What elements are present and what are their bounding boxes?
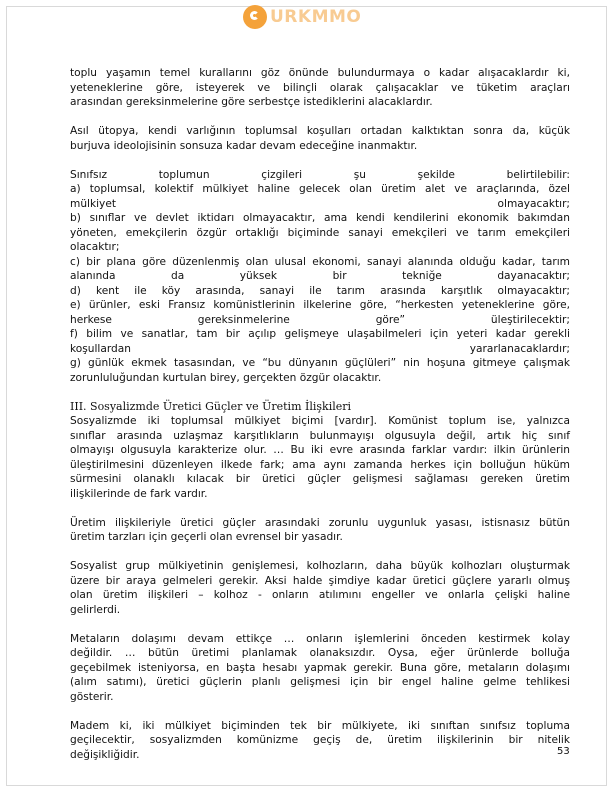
text-line: üleştirilmesini düzenleyen ilkede fark; ama aynı zamanda herkes için bolluğun hüküm [70,458,570,471]
document-body [70,66,570,777]
paragraph [70,400,570,502]
paragraph [70,632,570,705]
text-line: b) sınıflar ve devlet iktidarı olmayacaktır, ama kendi kendilerini ekonomik bakımdan [70,212,570,224]
paragraph [70,168,570,386]
text-line: c) bir plana göre düzenlenmiş olan ulusal ekonomi, sanayi alanında olduğu kadar, tarım [70,255,570,268]
text-line: değişikliğidir. [70,748,140,761]
text-line: Asıl ütopya, kendi varlığının toplumsal koşulları ortadan kalktıktan sonra da, küçük [70,125,570,137]
text-line: g) günlük ekmek tasasından, ve “bu dünyanın güçlüleri” nin hoşuna gitmeye çalışmak [70,357,570,369]
watermark [243,4,361,30]
text-line: (alım satımı), üretici güçlerin planlı gelişmesi için bir engel haline gelme tehlikesi [70,676,570,688]
text-line: f) bilim ve sanatlar, tam bir açılıp gelişmeye ulaşabilmeleri için yeteri kadar gerekli [70,328,570,340]
text-line: geçilecektir, sosyalizmden komünizme geçiş de, üretim ilişkilerinin bir nitelik [70,734,570,746]
text-line: olmayışı olgusuyla karakterize olur. … Bu iki evre arasında farklar vardır: ilkin ürünlerin [70,444,570,456]
turkmmo-logo-icon [243,5,267,29]
watermark-text: URKMMO [270,7,362,27]
page-number: 53 [557,746,570,757]
text-line: alanında da yüksek bir tekniğe dayanacaktır; [70,270,570,282]
text-line: gelirlerdi. [70,603,121,616]
text-line: zorunluluğundan kurtulan birey, gerçekten özgür olacaktır. [70,371,382,384]
text-line: koşullardan yararlanacaklardır; [70,342,570,355]
text-line: Üretim ilişkileriyle üretici güçler arasındaki zorunlu uygunluk yasası, istisnasız bütün [70,516,570,529]
text-line: olacaktır; [70,241,120,253]
text-line: Metaların dolaşımı devam ettikçe … onların işlemlerini önceden kestirmek kolay [70,632,570,645]
text-line: Madem ki, iki mülkiyet biçiminden tek bir mülkiyete, iki sınıftan sınıfsız topluma [70,719,570,732]
text-line: toplu yaşamın temel kurallarını göz önünde bulundurmaya o kadar alışacaklardır ki, [70,67,570,79]
text-line: yeteneklerine göre, isteyerek ve bilinçli olarak çalışacaklar ve tüketim araçları [70,81,570,94]
text-line: d) kent ile köy arasında, sanayi ile tarım arasında karşıtlık olmayacaktır; [70,284,570,297]
text-line: gösterir. [70,690,114,703]
text-line: olan üretim ilişkileri – kolhoz - onların atılımını engeller ve onlarla çelişki haline [70,589,570,601]
text-line: üretim tarzları için geçerli olan evrensel bir yasadır. [70,531,343,543]
paragraph [70,516,570,545]
text-line: geçebilmek isteniyorsa, en başta hesabı yapmak gerekir. Buna göre, metaların dolaşımı [70,661,570,674]
paragraph [70,66,570,110]
text-line: Sosyalizmde iki toplumsal mülkiyet biçimi [vardır]. Komünist toplum ise, yalnızca [70,415,570,427]
text-line: arasından gereksinmelerine göre serbestçe istediklerini alacaklardır. [70,96,433,108]
text-line: üzere bir araya gelmeleri gerekir. Aksi halde şimdiye kadar üretici güçlere yararlı olmuş [70,574,570,587]
text-line: herkese gereksinmelerine göre” üleştirilecektir; [70,313,570,326]
text-line: ilişkilerinde de fark vardır. [70,487,208,500]
text-line: a) toplumsal, kolektif mülkiyet haline gelecek olan üretim alet ve araçlarında, özel [70,183,570,195]
text-line: değildir. … bütün üretimi planlamak olanaksızdır. Oysa, eğer ürünlerde bolluğa [70,647,570,659]
paragraph [70,124,570,153]
text-line: burjuva ideolojisinin sonsuza kadar devam edeceğine inanmaktır. [70,139,418,152]
text-line: Sınıfsız toplumun çizgileri şu şekilde belirtilebilir: [70,168,570,181]
paragraph [70,719,570,763]
text-line: sürmesini olanaklı kılacak bir üretici güçler gelişmesi sağlaması gereken üretim [70,473,570,485]
text-line: sınıflar arasında uzlaşmaz karşıtlıkların bulunmayışı olgusuyla değil, artık hiç sınıf [70,429,570,442]
paragraph [70,559,570,617]
text-line: yöneten, emekçilerin özgür ortaklığı biçiminde sanayi emekçileri ve tarım emekçileri [70,226,570,239]
text-line: e) ürünler, eski Fransız komünistlerinin ilkelerine göre, “herkesten yeteneklerine göre, [70,299,570,311]
text-line: mülkiyet olmayacaktır; [70,197,570,210]
text-line: Sosyalist grup mülkiyetinin genişlemesi, kolhozların, daha büyük kolhozları oluşturmak [70,560,570,572]
section-heading: III. Sosyalizmde Üretici Güçler ve Üretim İlişkileri [70,399,352,413]
